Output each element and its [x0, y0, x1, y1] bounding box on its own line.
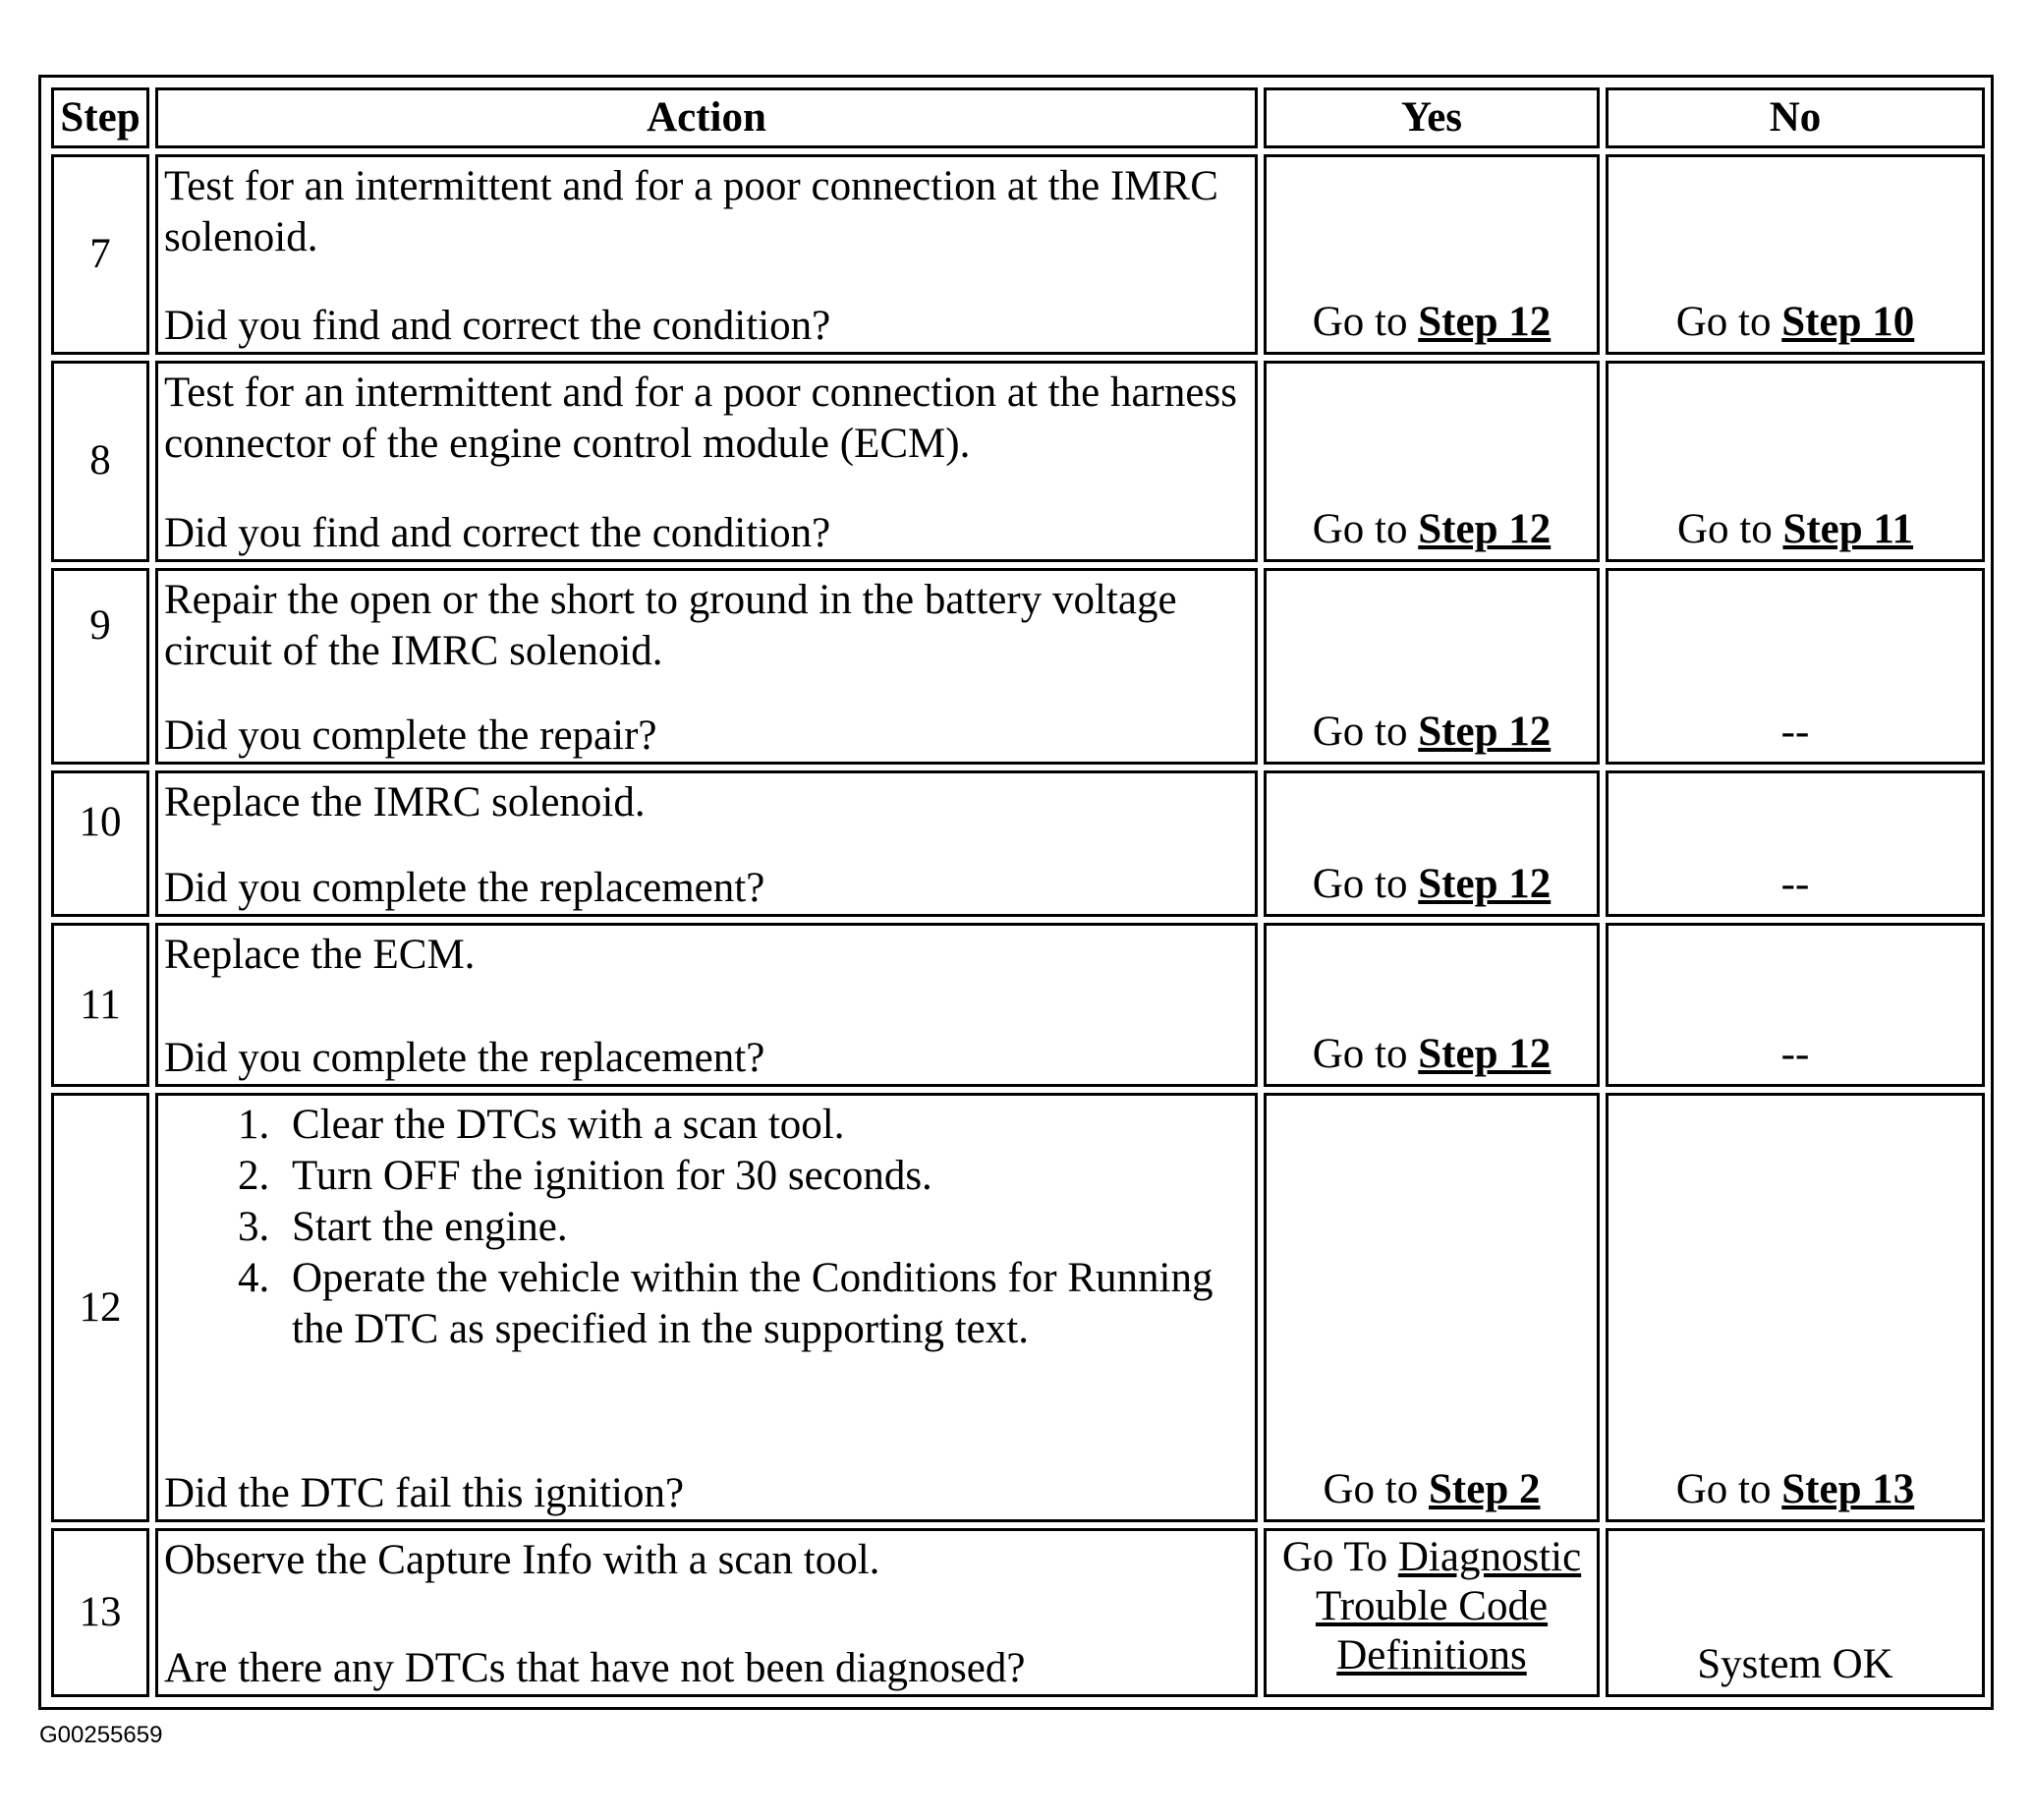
- no-cell: --: [1606, 568, 1985, 765]
- no-cell: --: [1606, 770, 1985, 917]
- step-number: 9: [51, 568, 149, 765]
- yes-prefix: Go to: [1312, 860, 1408, 907]
- action-text: Replace the ECM.: [164, 931, 476, 978]
- step-number: 8: [51, 361, 149, 561]
- yes-step-link[interactable]: Step 12: [1418, 299, 1552, 346]
- action-question: Did you complete the replacement?: [164, 864, 765, 911]
- yes-prefix: Go to: [1312, 505, 1408, 552]
- yes-cell: [1264, 361, 1600, 561]
- yes-cell: [1264, 770, 1600, 917]
- figure-id: G00255659: [39, 1722, 163, 1748]
- yes-cell: [1264, 154, 1600, 355]
- procedure-item: 4. Operate the vehicle within the Conditions for Running the DTC as specified in the supporting text.: [280, 1253, 1249, 1355]
- yes-prefix: Go to: [1312, 708, 1408, 755]
- no-prefix: Go to: [1676, 505, 1773, 552]
- step-number: 10: [51, 770, 149, 917]
- yes-prefix: Go to: [1312, 299, 1408, 346]
- action-cell: [155, 770, 1258, 917]
- procedure-item: 2. Turn OFF the ignition for 30 seconds.: [280, 1151, 1249, 1202]
- action-question: Did you find and correct the condition?: [164, 303, 831, 350]
- no-step-link[interactable]: Step 10: [1781, 299, 1915, 346]
- yes-step-link[interactable]: Step 2: [1429, 1466, 1541, 1513]
- no-step-link[interactable]: Step 13: [1781, 1466, 1915, 1513]
- action-text: Repair the open or the short to ground in the battery voltage circuit of the IMRC solenoid.: [164, 576, 1177, 674]
- yes-prefix: Go To: [1281, 1534, 1388, 1581]
- step-number: 13: [51, 1528, 149, 1697]
- action-cell: [155, 1093, 1258, 1522]
- table-row: [51, 770, 1985, 917]
- yes-step-link[interactable]: Step 12: [1418, 860, 1552, 907]
- action-question: Did you complete the replacement?: [164, 1035, 765, 1082]
- table-row: [51, 1093, 1985, 1522]
- no-cell: --: [1606, 923, 1985, 1087]
- action-cell: [155, 1528, 1258, 1697]
- header-no: No: [1606, 87, 1985, 148]
- action-cell: [155, 923, 1258, 1087]
- no-prefix: Go to: [1675, 299, 1772, 346]
- step-number: 12: [51, 1093, 149, 1522]
- action-question: Did the DTC fail this ignition?: [164, 1470, 685, 1517]
- action-text: Observe the Capture Info with a scan tool.: [164, 1537, 880, 1584]
- yes-cell: [1264, 923, 1600, 1087]
- table-row: [51, 154, 1985, 355]
- yes-step-link[interactable]: Step 12: [1418, 1031, 1552, 1078]
- diagnostic-table: [45, 82, 1991, 1703]
- procedure-item: 1. Clear the DTCs with a scan tool.: [280, 1100, 1249, 1151]
- yes-cell: [1264, 1528, 1600, 1697]
- yes-cell: [1264, 1093, 1600, 1522]
- no-step-link[interactable]: Step 11: [1782, 505, 1914, 552]
- action-question: Are there any DTCs that have not been diagnosed?: [164, 1645, 1026, 1691]
- action-text: Test for an intermittent and for a poor connection at the IMRC solenoid.: [164, 163, 1218, 260]
- action-cell: [155, 568, 1258, 765]
- action-cell: [155, 154, 1258, 355]
- yes-prefix: Go to: [1312, 1031, 1408, 1078]
- table-row: [51, 361, 1985, 561]
- header-step: Step: [51, 87, 149, 148]
- yes-prefix: Go to: [1323, 1466, 1419, 1513]
- action-text: Test for an intermittent and for a poor connection at the harness connector of the engine control module (ECM).: [164, 370, 1237, 468]
- table-row: [51, 923, 1985, 1087]
- header-row: [51, 87, 1985, 148]
- no-cell: System OK: [1606, 1528, 1985, 1697]
- table-row: [51, 1528, 1985, 1697]
- no-prefix: Go to: [1675, 1466, 1772, 1513]
- step-number: 7: [51, 154, 149, 355]
- yes-step-link[interactable]: Step 12: [1418, 708, 1552, 755]
- yes-cell: [1264, 568, 1600, 765]
- action-text: Replace the IMRC solenoid.: [164, 778, 646, 825]
- no-cell: [1606, 1093, 1985, 1522]
- header-action: Action: [155, 87, 1258, 148]
- procedure-item: 3. Start the engine.: [280, 1202, 1249, 1253]
- step-number: 11: [51, 923, 149, 1087]
- action-question: Did you find and correct the condition?: [164, 509, 831, 556]
- action-cell: [155, 361, 1258, 561]
- procedure-list: [164, 1100, 1249, 1355]
- dtc-definitions-link[interactable]: Diagnostic Trouble Code Definitions: [1315, 1534, 1582, 1679]
- action-question: Did you complete the repair?: [164, 711, 657, 759]
- no-cell: [1606, 361, 1985, 561]
- no-cell: [1606, 154, 1985, 355]
- header-yes: Yes: [1264, 87, 1600, 148]
- diagnostic-table-frame: [38, 75, 1994, 1710]
- table-row: [51, 568, 1985, 765]
- yes-step-link[interactable]: Step 12: [1418, 505, 1552, 552]
